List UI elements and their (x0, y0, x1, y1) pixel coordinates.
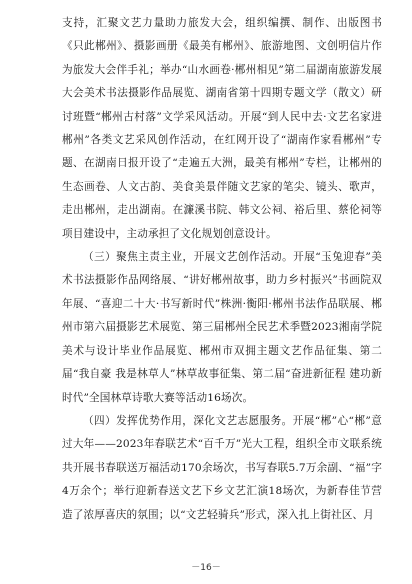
paragraph-tourism-support: 支持，汇聚文艺力量助力旅发大会，组织编撰、制作、出版图书《只此郴州》、摄影画册《最美有郴州》、旅游地图、文创明信片作为旅发大会伴手礼；举办“山水画卷·郴州相见”第二届湖南旅游发展大会美术书法摄影作品展览、湖南省第十四期专题文学（散文）研讨班暨“郴州古村落”文学采风活动。开展“到人民中去·文艺名家进郴州”各类文艺采风创作活动，在红网开设了“湖南作家看郴州”专题、在湖南日报开设了“走遍五大洲，最美有郴州”专栏，让郴州的生态画卷、人文古韵、美食美景伴随文艺家的笔尖、镜头、歌声，走出郴州，走出湖南。在濂溪书院、韩文公祠、裕后里、蔡伦祠等项目建设中，主动承担了文化规划创意设计。 (62, 17, 382, 240)
document-body (62, 12, 382, 527)
paragraph-creative-activities: （三）聚焦主责主业，开展文艺创作活动。开展“玉兔迎春”美术书法摄影作品网络展、“讲好郴州故事，助力乡村振兴”书画院双年展、“喜迎二十大·书写新时代”株洲·衡阳·郴州书法作品联展、郴州市第六届摄影艺术展览、第三届郴州全民艺术季暨2023湘南学院美术与设计毕业作品展览、郴州市双拥主题文艺作品征集、第二届“我自豪 我是林草人”林草故事征集、第二届“奋进新征程 建功新时代”全国林草诗歌大赛等活动16场次。 (62, 251, 382, 404)
paragraph-volunteer-service: （四）发挥优势作用，深化文艺志愿服务。开展“郴”心“郴”意过大年——2023年春联艺术“百千万”光大工程，组织全市文联系统共开展书春联送万福活动170余场次，书写春联5.7万余副、“福”字4万余个；举行迎新春送文艺下乡文艺汇演18场次，为新春佳节营造了浓厚喜庆的氛围；以“文艺轻骑兵”形式，深入扎上街社区、月 (62, 414, 382, 521)
page-number: －16－ (191, 563, 221, 573)
